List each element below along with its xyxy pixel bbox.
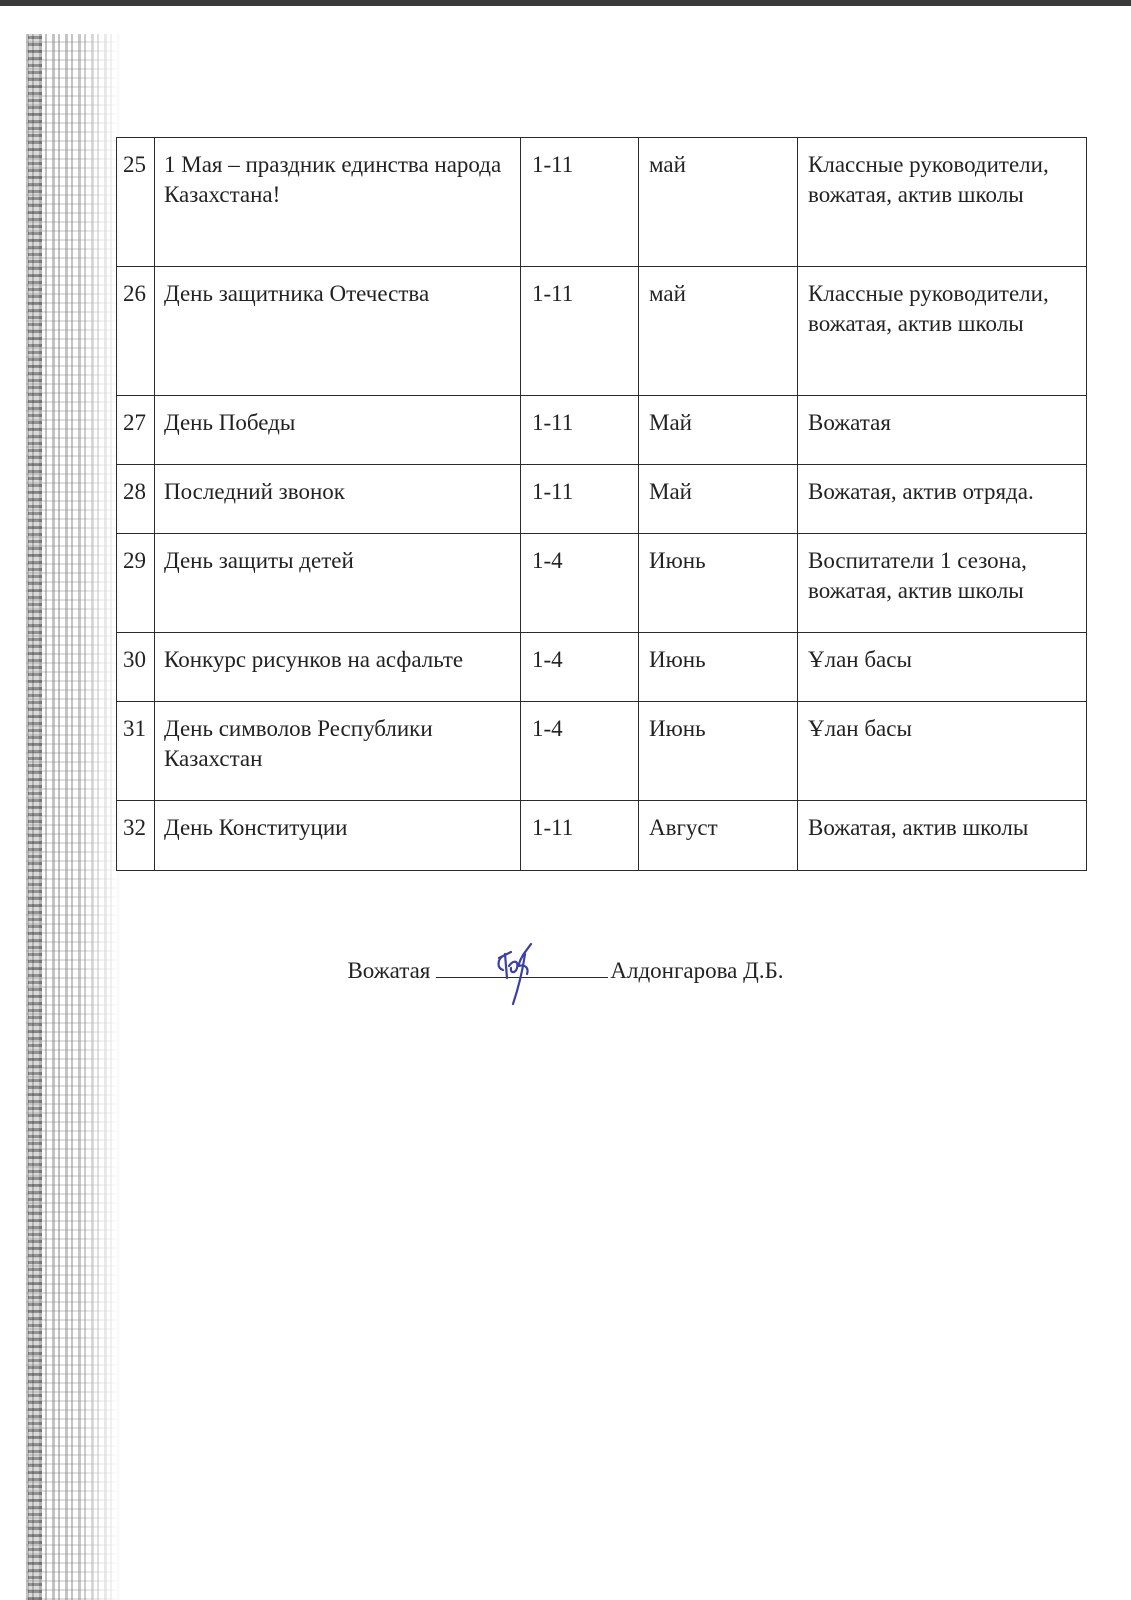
activity-cell: День Конституции: [155, 801, 521, 871]
responsible-cell: Ұлан басы: [798, 633, 1087, 702]
scan-top-border: [0, 0, 1131, 6]
row-number: 26: [117, 267, 155, 396]
month-cell: май: [639, 267, 798, 396]
activity-cell: День Победы: [155, 396, 521, 465]
responsible-cell: Классные руководители, вожатая, актив школы: [798, 267, 1087, 396]
row-number: 28: [117, 465, 155, 534]
responsible-cell: Вожатая, актив отряда.: [798, 465, 1087, 534]
grades-cell: 1-11: [521, 396, 639, 465]
grades-cell: 1-4: [521, 702, 639, 801]
responsible-cell: Воспитатели 1 сезона, вожатая, актив школы: [798, 534, 1087, 633]
month-cell: Май: [639, 396, 798, 465]
responsible-cell: Вожатая, актив школы: [798, 801, 1087, 871]
signer-name: Алдонгарова Д.Б.: [610, 958, 784, 983]
row-number: 31: [117, 702, 155, 801]
handwritten-signature: [489, 938, 539, 1010]
month-cell: Май: [639, 465, 798, 534]
scan-left-edge-strip: [28, 34, 42, 1600]
row-number: 27: [117, 396, 155, 465]
responsible-cell: Классные руководители, вожатая, актив школы: [798, 138, 1087, 267]
table-row: [117, 702, 1087, 801]
activity-cell: День защиты детей: [155, 534, 521, 633]
row-number: 25: [117, 138, 155, 267]
table-row: [117, 267, 1087, 396]
grades-cell: 1-11: [521, 138, 639, 267]
activity-cell: Последний звонок: [155, 465, 521, 534]
table-row: [117, 396, 1087, 465]
month-cell: Июнь: [639, 633, 798, 702]
month-cell: Август: [639, 801, 798, 871]
row-number: 30: [117, 633, 155, 702]
signature-block: [0, 953, 1131, 986]
grades-cell: 1-11: [521, 267, 639, 396]
events-table: [116, 137, 1087, 871]
grades-cell: 1-4: [521, 534, 639, 633]
month-cell: Июнь: [639, 534, 798, 633]
month-cell: май: [639, 138, 798, 267]
row-number: 29: [117, 534, 155, 633]
table-row: [117, 801, 1087, 871]
activity-cell: День символов Республики Казахстан: [155, 702, 521, 801]
month-cell: Июнь: [639, 702, 798, 801]
activity-cell: Конкурс рисунков на асфальте: [155, 633, 521, 702]
table-row: [117, 633, 1087, 702]
table-row: [117, 465, 1087, 534]
responsible-cell: Ұлан басы: [798, 702, 1087, 801]
grades-cell: 1-11: [521, 801, 639, 871]
signer-position: Вожатая: [347, 958, 431, 983]
table-row: [117, 138, 1087, 267]
activity-cell: День защитника Отечества: [155, 267, 521, 396]
grades-cell: 1-4: [521, 633, 639, 702]
activity-cell: 1 Мая – праздник единства народа Казахстана!: [155, 138, 521, 267]
table-row: [117, 534, 1087, 633]
grades-cell: 1-11: [521, 465, 639, 534]
row-number: 32: [117, 801, 155, 871]
responsible-cell: Вожатая: [798, 396, 1087, 465]
